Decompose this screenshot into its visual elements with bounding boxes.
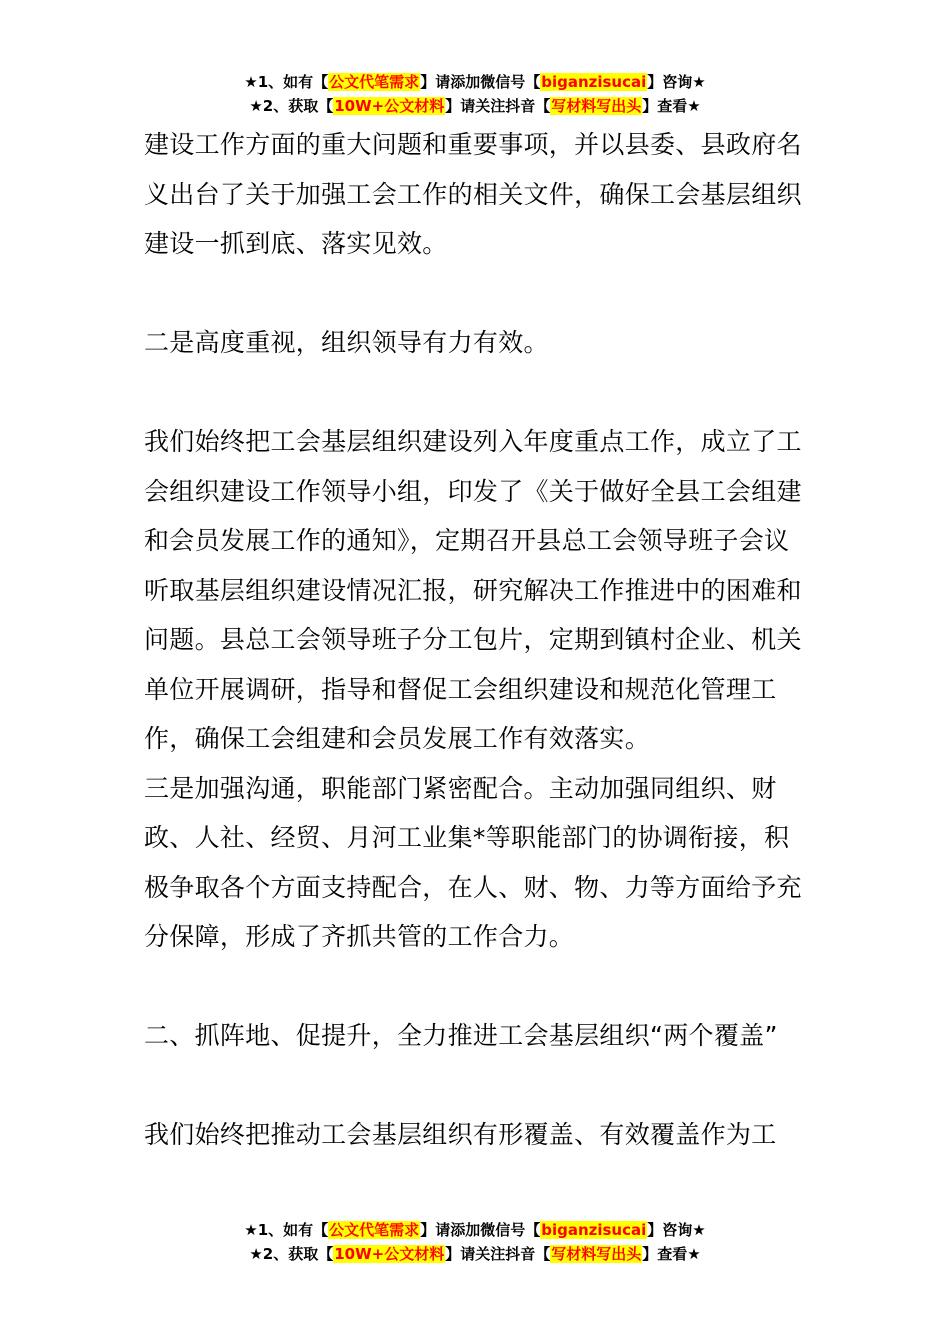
banner-text: 】咨询★ bbox=[647, 73, 706, 91]
document-body bbox=[144, 120, 812, 1160]
banner-text: 】请添加微信号【 bbox=[420, 73, 541, 91]
paragraph-heading: 二是高度重视，组织领导有力有效。 bbox=[144, 328, 549, 357]
banner-text: ★2、获取【 bbox=[249, 97, 334, 115]
highlight-service: 公文代笔需求 bbox=[329, 73, 420, 91]
highlight-materials: 10W+公文材料 bbox=[334, 97, 445, 115]
banner-text: ★1、如有【 bbox=[244, 1221, 329, 1239]
paragraph-gap bbox=[144, 1061, 812, 1111]
banner-text: 】请添加微信号【 bbox=[420, 1221, 541, 1239]
banner-line-2 bbox=[0, 1242, 950, 1266]
banner-text: 】咨询★ bbox=[647, 1221, 706, 1239]
banner-line-1 bbox=[0, 70, 950, 94]
paragraph-gap bbox=[144, 962, 812, 1012]
highlight-wechat-id: biganzisucai bbox=[541, 73, 647, 91]
footer-banner bbox=[0, 1218, 950, 1266]
paragraph-gap bbox=[144, 368, 812, 418]
banner-text: ★1、如有【 bbox=[244, 73, 329, 91]
banner-text: 】请关注抖音【 bbox=[445, 97, 551, 115]
banner-line-1 bbox=[0, 1218, 950, 1242]
highlight-douyin-account: 写材料写出头 bbox=[551, 97, 642, 115]
paragraph: 我们始终把工会基层组织建设列入年度重点工作，成立了工会组织建设工作领导小组，印发了《关于做好全县工会组建和会员发展工作的通知》，定期召开县总工会领导班子会议听取基层组织建设情况汇报，研究解决工作推进中的困难和问题。县总工会领导班子分工包片，定期到镇村企业、机关单位开展调研，指导和督促工会组织建设和规范化管理工作，确保工会组建和会员发展工作有效落实。 bbox=[144, 427, 802, 753]
highlight-materials: 10W+公文材料 bbox=[334, 1245, 445, 1263]
paragraph: 建设工作方面的重大问题和重要事项，并以县委、县政府名义出台了关于加强工会工作的相关文件，确保工会基层组织建设一抓到底、落实见效。 bbox=[144, 130, 802, 258]
highlight-service: 公文代笔需求 bbox=[329, 1221, 420, 1239]
header-banner bbox=[0, 70, 950, 118]
banner-text: ★2、获取【 bbox=[249, 1245, 334, 1263]
paragraph: 我们始终把推动工会基层组织有形覆盖、有效覆盖作为工 bbox=[144, 1120, 777, 1149]
highlight-wechat-id: biganzisucai bbox=[541, 1221, 647, 1239]
banner-line-2 bbox=[0, 94, 950, 118]
paragraph: 三是加强沟通，职能部门紧密配合。主动加强同组织、财政、人社、经贸、月河工业集*等职能部门的协调衔接，积极争取各个方面支持配合，在人、财、物、力等方面给予充分保障，形成了齐抓共管的工作合力。 bbox=[144, 773, 802, 951]
highlight-douyin-account: 写材料写出头 bbox=[551, 1245, 642, 1263]
banner-text: 】查看★ bbox=[642, 97, 701, 115]
banner-text: 】请关注抖音【 bbox=[445, 1245, 551, 1263]
banner-text: 】查看★ bbox=[642, 1245, 701, 1263]
paragraph-gap bbox=[144, 269, 812, 319]
section-heading: 二、抓阵地、促提升，全力推进工会基层组织“两个覆盖” bbox=[144, 1021, 778, 1050]
